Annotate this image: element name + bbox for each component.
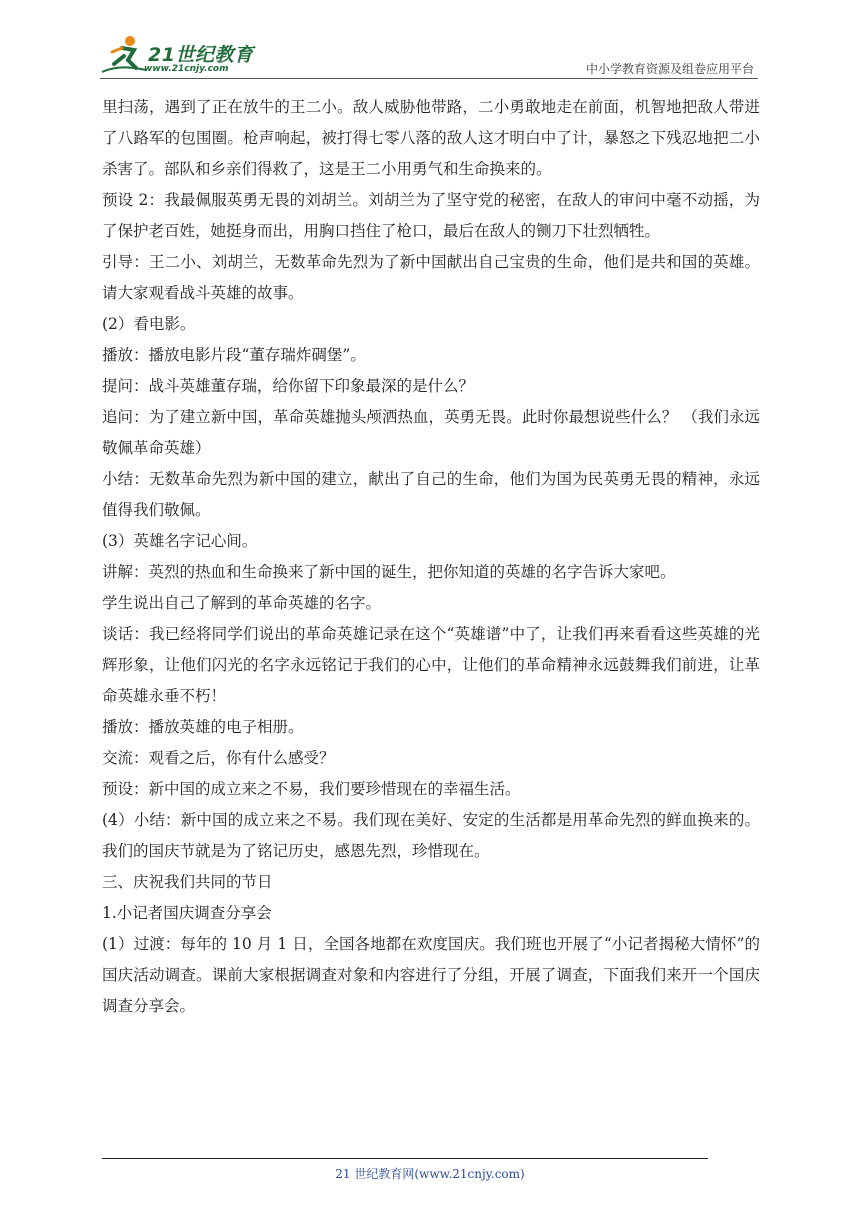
paragraph: 学生说出自己了解到的革命英雄的名字。 bbox=[102, 594, 382, 612]
paragraph: 预设：新中国的成立来之不易，我们要珍惜现在的幸福生活。 bbox=[102, 780, 521, 798]
page-header bbox=[100, 30, 758, 79]
paragraph: 讲解：英烈的热血和生命换来了新中国的诞生，把你知道的英雄的名字告诉大家吧。 bbox=[102, 563, 676, 581]
paragraph: 小结：无数革命先烈为新中国的建立，献出了自己的生命，他们为国为民英勇无畏的精神，永远值得我们敬佩。 bbox=[102, 470, 760, 519]
runner-logo-icon bbox=[100, 34, 148, 76]
logo-url: www.21cnjy.com bbox=[144, 64, 229, 74]
logo-text: 21世纪教育 bbox=[148, 44, 254, 66]
paragraph: 播放：播放英雄的电子相册。 bbox=[102, 718, 304, 736]
document-body bbox=[102, 92, 760, 1022]
paragraph: 交流：观看之后，你有什么感受？ bbox=[102, 749, 335, 767]
paragraph: 预设 2：我最佩服英勇无畏的刘胡兰。刘胡兰为了坚守党的秘密，在敌人的审问中毫不动摇，为了保护老百姓，她挺身而出，用胸口挡住了枪口，最后在敌人的铡刀下壮烈牺牲。 bbox=[102, 191, 760, 240]
paragraph: 提问：战斗英雄董存瑞，给你留下印象最深的是什么？ bbox=[102, 377, 475, 395]
footer-divider bbox=[102, 1158, 708, 1159]
paragraph: (4）小结：新中国的成立来之不易。我们现在美好、安定的生活都是用革命先烈的鲜血换来的。我们的国庆节就是为了铭记历史，感恩先烈，珍惜现在。 bbox=[102, 811, 760, 860]
page-footer[interactable]: 21 世纪教育网(www.21cnjy.com) bbox=[335, 1167, 525, 1181]
subsection-heading: 1.小记者国庆调查分享会 bbox=[102, 904, 272, 922]
paragraph: 里扫荡，遇到了正在放牛的王二小。敌人威胁他带路，二小勇敢地走在前面，机智地把敌人带进了八路军的包围圈。枪声响起，被打得七零八落的敌人这才明白中了计，暴怒之下残忍地把二小杀害了。部队和乡亲们得救了，这是王二小用勇气和生命换来的。 bbox=[102, 98, 760, 178]
paragraph: (1）过渡：每年的 10 月 1 日，全国各地都在欢度国庆。我们班也开展了“小记者揭秘大情怀”的国庆活动调查。课前大家根据调查对象和内容进行了分组，开展了调查，下面我们来开一个国庆调查分享会。 bbox=[102, 935, 760, 1015]
header-tagline: 中小学教育资源及组卷应用平台 bbox=[585, 62, 754, 76]
paragraph: (3）英雄名字记心间。 bbox=[102, 532, 258, 550]
paragraph: 引导：王二小、刘胡兰，无数革命先烈为了新中国献出自己宝贵的生命，他们是共和国的英雄。请大家观看战斗英雄的故事。 bbox=[102, 253, 760, 302]
paragraph: 播放：播放电影片段“董存瑞炸碉堡”。 bbox=[102, 346, 366, 364]
paragraph: (2）看电影。 bbox=[102, 315, 196, 333]
site-logo[interactable] bbox=[100, 34, 300, 78]
paragraph: 谈话：我已经将同学们说出的革命英雄记录在这个“英雄谱”中了，让我们再来看看这些英雄的光辉形象，让他们闪光的名字永远铭记于我们的心中，让他们的革命精神永远鼓舞我们前进，让革命英雄永垂不朽！ bbox=[102, 625, 760, 705]
section-heading: 三、庆祝我们共同的节日 bbox=[102, 873, 273, 891]
paragraph: 追问：为了建立新中国，革命英雄抛头颅洒热血，英勇无畏。此时你最想说些什么？ （我们永远敬佩革命英雄） bbox=[102, 408, 760, 457]
